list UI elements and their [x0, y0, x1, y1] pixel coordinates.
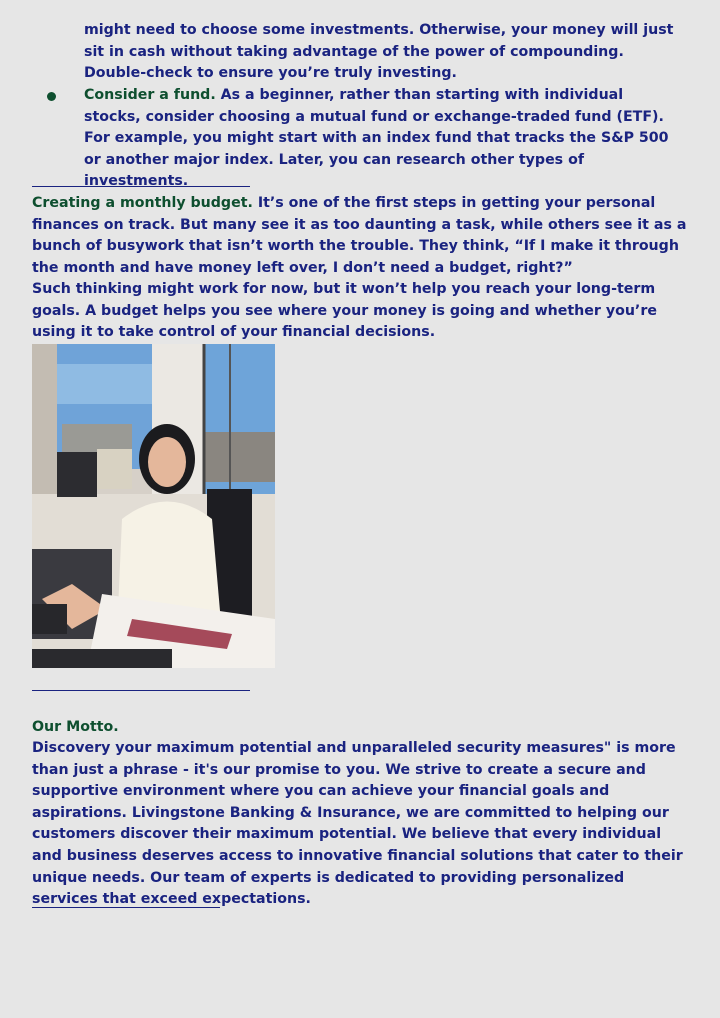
bullet-text: As a beginner, rather than starting with individual stocks, consider choosing a mutual fund or exchange-traded fund (ETF). For example, you might start with an index fund that tracks the S&P 500 or another major index. Later, you can research other types of investments. — [84, 87, 669, 190]
motto-heading — [32, 717, 692, 739]
budget-paragraph — [32, 193, 692, 279]
bullet-item-fund — [84, 85, 684, 193]
budget-lead: Creating a monthly budget. — [32, 195, 253, 211]
motto-heading-text: Our Motto. — [32, 719, 119, 735]
divider — [32, 907, 220, 908]
divider — [32, 690, 250, 691]
divider — [32, 186, 250, 187]
bullet-lead: Consider a fund. — [84, 87, 216, 103]
intro-continuation: might need to choose some investments. Otherwise, your money will just sit in cash without taking advantage of the power of compounding. Double-check to ensure you’re truly investing. — [84, 22, 674, 82]
budget-text: It’s one of the first steps in getting your personal finances on track. But many see it as too daunting a task, while others see it as a bunch of busywork that isn’t worth the trouble. They think, “If I make it through the month and have money left over, I don’t need a budget, right?” — [32, 195, 687, 276]
budget-follow-paragraph: Such thinking might work for now, but it won’t help you reach your long-term goals. A budget helps you see where your money is going and whether you’re using it to take control of your financial decisions. — [32, 281, 657, 341]
bullet-dot-icon — [47, 92, 56, 101]
motto-paragraph: Discovery your maximum potential and unparalleled security measures" is more than just a phrase - it's our promise to you. We strive to create a secure and supportive environment where you can achieve your financial goals and aspirations. Livingstone Banking & Insurance, we are committed to helping our customers discover their maximum potential. We believe that every individual and business deserves access to innovative financial solutions that cater to their unique needs. Our team of experts is dedicated to providing personalized services that exceed expectations. — [32, 740, 683, 908]
office-photo — [32, 344, 275, 668]
